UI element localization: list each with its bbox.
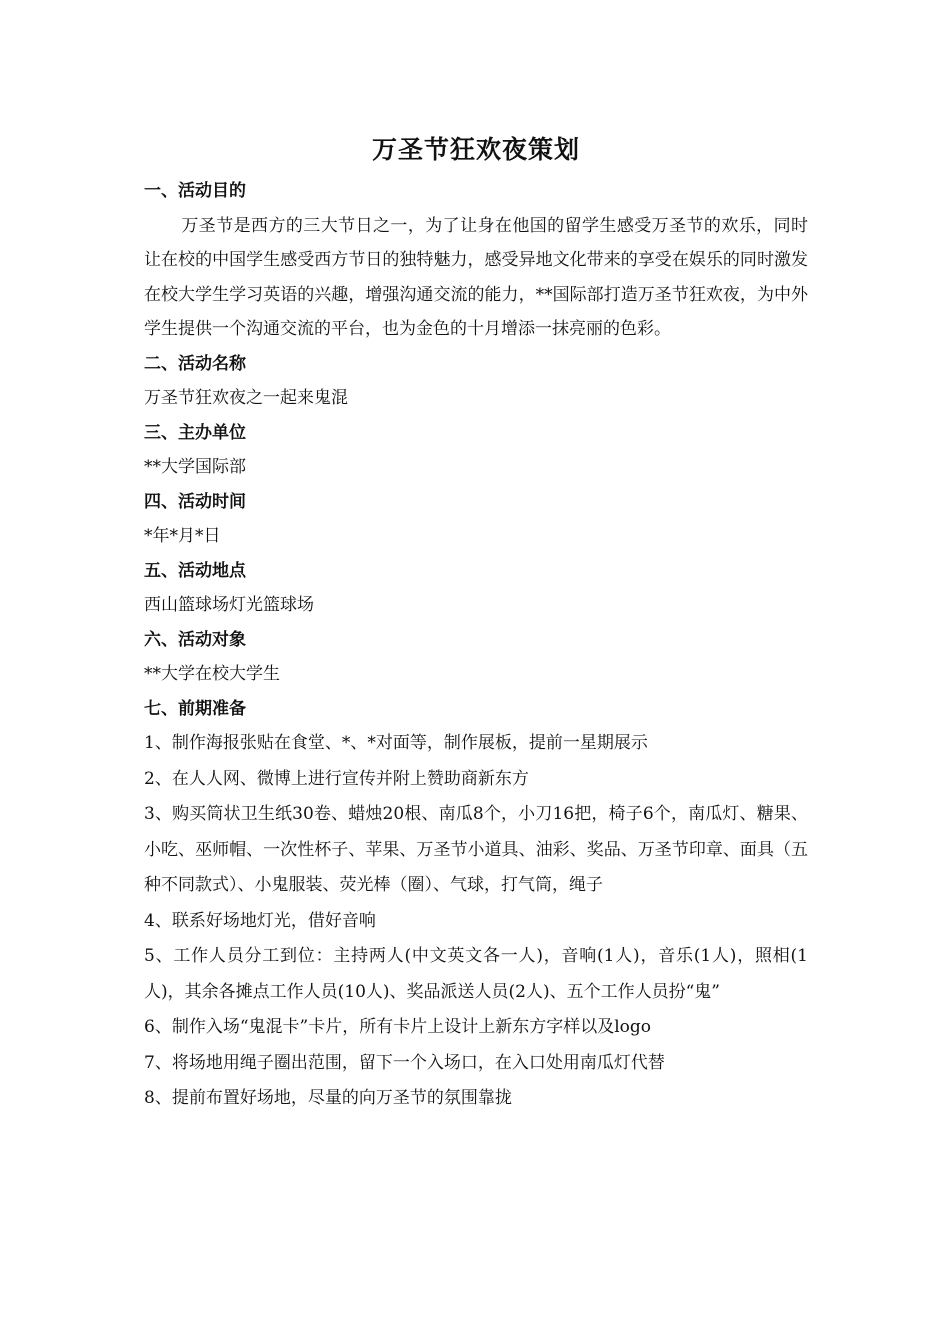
document-title: 万圣节狂欢夜策划 [371,135,580,164]
section-organizer [144,416,808,485]
list-item: 7、将场地用绳子圈出范围，留下一个入场口，在入口处用南瓜灯代替 [144,1052,665,1073]
list-item: 1、制作海报张贴在食堂、*、*对面等，制作展板，提前一星期展示 [144,733,648,753]
list-item: 8、提前布置好场地，尽量的向万圣节的氛围靠拢 [144,1088,512,1108]
section-heading: 六、活动对象 [144,629,246,650]
section-text: 万圣节狂欢夜之一起来鬼混 [144,388,348,408]
section-preparation [144,692,808,1117]
section-time [144,485,808,554]
list-item: 2、在人人网、微博上进行宣传并附上赞助商新东方 [144,768,529,789]
section-paragraph: 万圣节是西方的三大节日之一，为了让身在他国的留学生感受万圣节的欢乐，同时让在校的中国学生感受西方节日的独特魅力，感受异地文化带来的享受在娱乐的同时激发在校大学生学习英语的兴趣，增强沟通交流的能力，**国际部打造万圣节狂欢夜，为中外学生提供一个沟通交流的平台，也为金色的十月增添一抹亮丽的色彩。 [144,215,808,339]
list-item: 5、工作人员分工到位：主持两人(中文英文各一人)，音响(1人)，音乐(1人)，照相(1人)，其余各摊点工作人员(10人)、奖品派送人员(2人)、五个工作人员扮“鬼” [144,946,808,1002]
document-page [144,128,808,1117]
section-audience [144,623,808,692]
list-item: 6、制作入场“鬼混卡”卡片，所有卡片上设计上新东方字样以及logo [144,1017,651,1037]
section-heading: 四、活动时间 [144,491,246,512]
list-item: 4、联系好场地灯光，借好音响 [144,910,376,931]
section-text: **大学国际部 [144,457,246,477]
section-text: **大学在校大学生 [144,664,280,684]
list-item: 3、购买筒状卫生纸30卷、蜡烛20根、南瓜8个，小刀16把，椅子6个，南瓜灯、糖果、小吃、巫师帽、一次性杯子、苹果、万圣节小道具、油彩、奖品、万圣节印章、面具（五种不同款式）、小鬼服装、荧光棒（圈）、气球，打气筒，绳子 [144,804,808,895]
section-text: *年*月*日 [144,526,221,546]
section-heading: 五、活动地点 [144,560,246,581]
section-location [144,554,808,623]
section-text: 西山篮球场灯光篮球场 [144,595,314,615]
section-heading: 一、活动目的 [144,181,246,201]
section-name [144,347,808,416]
section-heading: 二、活动名称 [144,353,246,374]
section-heading: 七、前期准备 [144,698,246,719]
section-heading: 三、主办单位 [144,422,246,443]
section-purpose [144,174,808,347]
